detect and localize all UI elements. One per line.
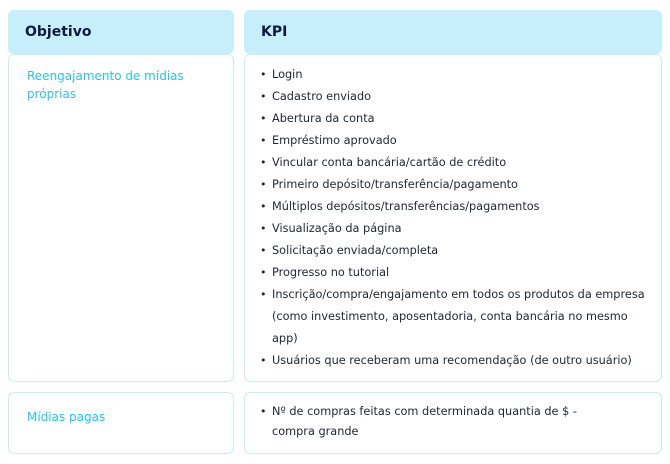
kpi-list-paid-media: [260, 402, 591, 442]
bullet-icon: •: [260, 178, 267, 191]
kpi-list-item: • Login: [260, 64, 649, 86]
kpi-list-item: • Progresso no tutorial: [260, 262, 649, 284]
kpi-list-item: • Múltiplos depósitos/transferências/pagamentos: [260, 196, 649, 218]
bullet-icon: •: [260, 288, 267, 301]
objective-paid-media-text: Mídias pagas: [27, 410, 106, 424]
kpi-cell-paid-media: [244, 392, 662, 454]
kpi-list-item: • Cadastro enviado: [260, 86, 649, 108]
kpi-list-item: • Abertura da conta: [260, 108, 649, 130]
kpi-list-item: • Visualização da página: [260, 218, 649, 240]
bullet-icon: •: [260, 405, 267, 418]
kpi-list-item: • Primeiro depósito/transferência/pagamento: [260, 174, 649, 196]
kpi-list-owned-media: [260, 64, 649, 372]
bullet-icon: •: [260, 68, 267, 81]
kpi-header-cell: [244, 10, 662, 54]
kpi-cell-owned-media: [244, 54, 662, 382]
kpi-header-label: KPI: [261, 24, 288, 40]
kpi-list-item: • Solicitação enviada/completa: [260, 240, 649, 262]
bullet-icon: •: [260, 134, 267, 147]
bullet-icon: •: [260, 156, 267, 169]
objective-owned-media-text: Reengajamento de mídias próprias: [27, 69, 184, 101]
kpi-list-item: • Vincular conta bancária/cartão de crédito: [260, 152, 649, 174]
bullet-icon: •: [260, 200, 267, 213]
kpi-list-item: • Inscrição/compra/engajamento em todos os produtos da empresa (como investimento, aposentadoria, conta bancária no mesmo app): [260, 284, 649, 350]
bullet-icon: •: [260, 90, 267, 103]
bullet-icon: •: [260, 354, 267, 367]
kpi-list-item: • Usuários que receberam uma recomendação (de outro usuário): [260, 350, 649, 372]
objective-cell-paid-media: [8, 392, 234, 454]
bullet-icon: •: [260, 222, 267, 235]
bullet-icon: •: [260, 244, 267, 257]
objective-header-cell: [8, 10, 234, 54]
kpi-list-item: • Empréstimo aprovado: [260, 130, 649, 152]
objective-cell-owned-media: [8, 54, 234, 382]
objective-header-label: Objetivo: [25, 24, 92, 40]
bullet-icon: •: [260, 266, 267, 279]
bullet-icon: •: [260, 112, 267, 125]
kpi-list-item: • Nº de compras feitas com determinada quantia de $ - compra grande: [260, 402, 591, 442]
